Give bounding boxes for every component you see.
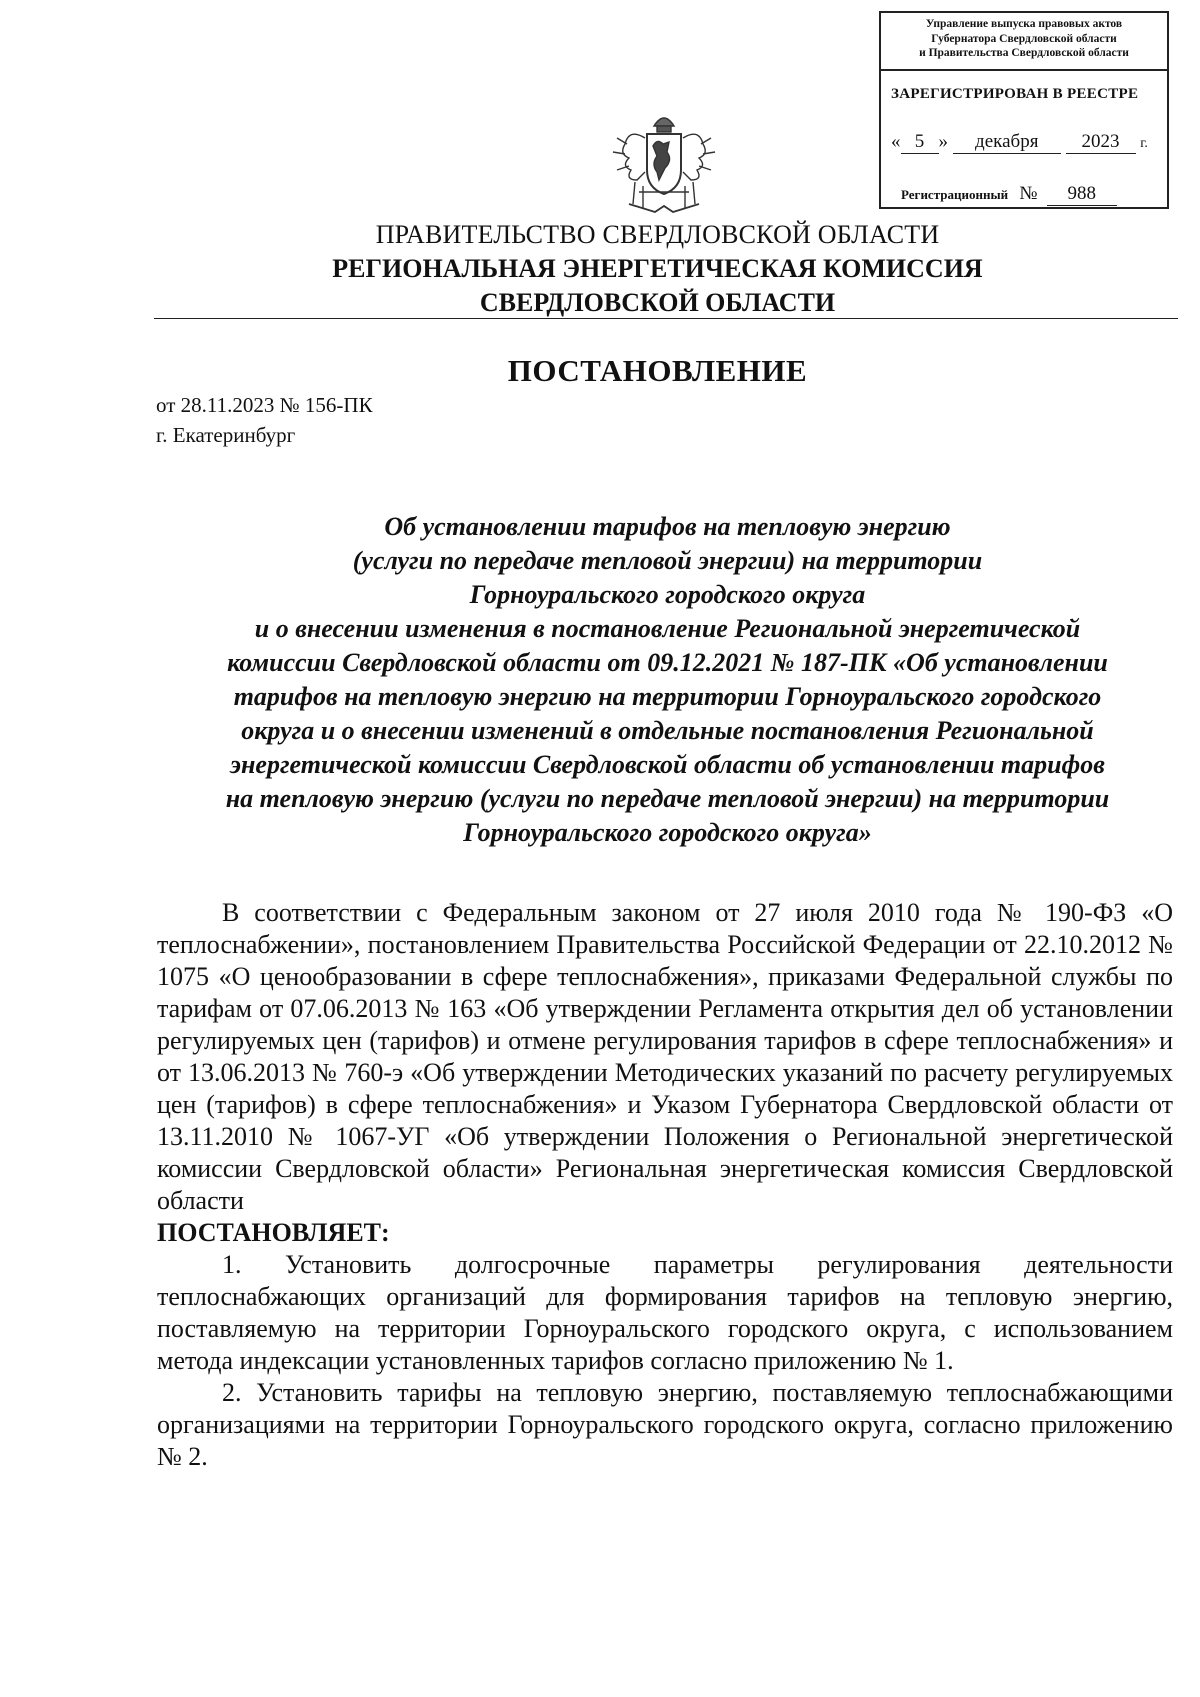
subject-line: Горноуральского городского округа» [463,818,872,847]
document-subject [160,510,1175,850]
resolution-item-1: 1. Установить долгосрочные параметры регулирования деятельности теплоснабжающих организаций для формирования тарифов на тепловую энергию, поставляемую на территории Горноуральского городского округа, с использованием метода индексации установленных тарифов согласно приложению № 1. [157,1250,1173,1375]
stamp-office-line: Губернатора Свердловской области [931,32,1117,45]
stamp-number-label: Регистрационный [901,187,1009,202]
resolution-item-2: 2. Установить тарифы на тепловую энергию, поставляемую теплоснабжающими организациями на территории Горноуральского городского округа, согласно приложению № 2. [157,1378,1173,1471]
subject-line: и о внесении изменения в постановление Региональной энергетической [254,614,1081,643]
subject-line: комиссии Свердловской области от 09.12.2021 № 187-ПК «Об установлении [227,648,1108,677]
subject-line: энергетической комиссии Свердловской области об установлении тарифов [230,750,1105,779]
document-body [157,897,1173,1473]
header-divider [154,318,1178,319]
stamp-office-line: и Правительства Свердловской области [919,47,1129,59]
document-meta [156,390,373,450]
stamp-year-suffix: г. [1140,136,1148,151]
commission-line: СВЕРДЛОВСКОЙ ОБЛАСТИ [479,288,836,317]
subject-line: тарифов на тепловую энергию на территории Горноуральского городского [233,682,1102,711]
stamp-number [901,183,1117,206]
stamp-office [881,13,1167,71]
preamble-paragraph: В соответствии с Федеральным законом от 27 июля 2010 года № 190-ФЗ «О теплоснабжении», постановлением Правительства Российской Федерации от 22.10.2012 № 1075 «О ценообразовании в сфере теплоснабжения», приказами Федеральной службы по тарифам от 07.06.2013 № 163 «Об утверждении Регламента открытия дел об установлении регулируемых цен (тарифов) и отмене регулирования тарифов в сфере теплоснабжения» и от 13.06.2013 № 760-э «Об утверждении Методических указаний по расчету регулируемых цен (тарифов) в сфере теплоснабжения» и Указом Губернатора Свердловской области от 13.11.2010 № 1067-УГ «Об утверждении Положения о Региональной энергетической комиссии Свердловской области» Региональная энергетическая комиссия Свердловской области [157,898,1173,1215]
subject-line: округа и о внесении изменений в отдельные постановления Региональной [241,716,1094,745]
document-type: ПОСТАНОВЛЕНИЕ [507,353,808,388]
government-name: ПРАВИТЕЛЬСТВО СВЕРДЛОВСКОЙ ОБЛАСТИ [375,220,940,249]
subject-line: Об установлении тарифов на тепловую энергию [384,512,951,541]
stamp-date: « 5 » декабря 2023 г. [891,131,1148,152]
commission-name [0,252,1200,320]
document-city: г. Екатеринбург [156,423,296,447]
document-date-number: от 28.11.2023 № 156-ПК [156,393,373,417]
subject-line: (услуги по передаче тепловой энергии) на территории [352,546,983,575]
coat-of-arms-icon [599,108,729,216]
stamp-number-value: 988 [1047,183,1117,206]
registry-stamp [879,11,1169,209]
stamp-year: 2023 [1066,131,1136,154]
stamp-month: декабря [953,131,1061,154]
subject-line: на тепловую энергию (услуги по передаче тепловой энергии) на территории [225,784,1110,813]
stamp-registered: ЗАРЕГИСТРИРОВАН В РЕЕСТРЕ [891,86,1139,102]
subject-line: Горноуральского городского округа [469,580,866,609]
commission-line: РЕГИОНАЛЬНАЯ ЭНЕРГЕТИЧЕСКАЯ КОМИССИЯ [332,254,983,283]
number-sign: № [1019,183,1038,204]
stamp-office-line: Управление выпуска правовых актов [925,18,1123,30]
stamp-day: 5 [901,131,939,154]
resolves-heading: ПОСТАНОВЛЯЕТ: [157,1218,390,1247]
